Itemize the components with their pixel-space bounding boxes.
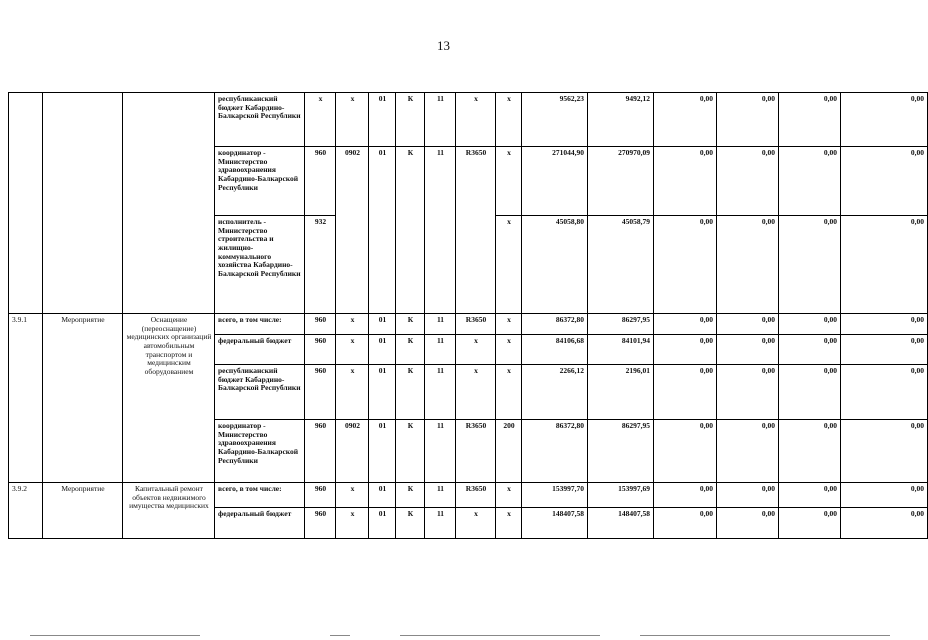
row-value-3: 0,00 <box>654 216 717 314</box>
row-value-3: 0,00 <box>654 420 717 483</box>
row-code-1: 01 <box>369 147 396 216</box>
row-rz: 0902 <box>336 147 369 216</box>
row-value-4: 0,00 <box>717 147 779 216</box>
row-code-2 <box>396 216 425 314</box>
row-code-3: 11 <box>425 314 456 335</box>
row-code-1: 01 <box>369 420 396 483</box>
row-executor: исполнитель - Министерство строительства и жилищно-коммунального хозяйства Кабардино-Балкарской Республики <box>215 216 305 314</box>
row-value-4: 0,00 <box>717 483 779 508</box>
row-grbs: 960 <box>305 420 336 483</box>
row-code-3: 11 <box>425 508 456 539</box>
row-code-1: 01 <box>369 314 396 335</box>
row-rz: x <box>336 335 369 365</box>
row-rz: x <box>336 314 369 335</box>
row-grbs: 960 <box>305 147 336 216</box>
row-value-2: 270970,09 <box>588 147 654 216</box>
row-value-3: 0,00 <box>654 93 717 147</box>
row-value-6: 0,00 <box>841 508 928 539</box>
row-value-3: 0,00 <box>654 147 717 216</box>
row-value-1: 2266,12 <box>522 365 588 420</box>
row-code-3: 11 <box>425 147 456 216</box>
row-code-3: 11 <box>425 365 456 420</box>
row-value-6: 0,00 <box>841 93 928 147</box>
row-value-6: 0,00 <box>841 314 928 335</box>
row-value-5: 0,00 <box>779 93 841 147</box>
row-code-2: К <box>396 420 425 483</box>
row-value-6: 0,00 <box>841 420 928 483</box>
row-vr: 200 <box>496 420 522 483</box>
row-type <box>43 93 123 314</box>
row-type: Мероприятие <box>43 314 123 483</box>
row-executor: республиканский бюджет Кабардино-Балкарской Республики <box>215 93 305 147</box>
row-value-6: 0,00 <box>841 216 928 314</box>
row-vr: x <box>496 93 522 147</box>
row-value-1: 84106,68 <box>522 335 588 365</box>
row-vr: x <box>496 147 522 216</box>
row-grbs: x <box>305 93 336 147</box>
row-vr: x <box>496 335 522 365</box>
row-code-2: К <box>396 93 425 147</box>
row-value-2: 2196,01 <box>588 365 654 420</box>
row-code-3: 11 <box>425 483 456 508</box>
row-code-4: R3650 <box>456 420 496 483</box>
row-value-1: 9562,23 <box>522 93 588 147</box>
row-grbs: 960 <box>305 508 336 539</box>
row-code-3: 11 <box>425 420 456 483</box>
row-value-1: 86372,80 <box>522 420 588 483</box>
row-vr: x <box>496 365 522 420</box>
row-value-5: 0,00 <box>779 420 841 483</box>
row-code-2: К <box>396 147 425 216</box>
row-rz: x <box>336 93 369 147</box>
row-rz: x <box>336 508 369 539</box>
table-row <box>9 314 928 335</box>
row-rz: 0902 <box>336 420 369 483</box>
row-code-1: 01 <box>369 483 396 508</box>
row-value-2: 153997,69 <box>588 483 654 508</box>
row-executor: всего, в том числе: <box>215 314 305 335</box>
row-code-1: 01 <box>369 365 396 420</box>
row-rz <box>336 216 369 314</box>
row-value-5: 0,00 <box>779 335 841 365</box>
row-value-4: 0,00 <box>717 93 779 147</box>
row-code-4: R3650 <box>456 314 496 335</box>
row-code-2: К <box>396 335 425 365</box>
row-value-3: 0,00 <box>654 314 717 335</box>
row-value-1: 86372,80 <box>522 314 588 335</box>
row-number: 3.9.1 <box>9 314 43 483</box>
row-value-1: 148407,58 <box>522 508 588 539</box>
row-grbs: 960 <box>305 483 336 508</box>
row-value-6: 0,00 <box>841 147 928 216</box>
row-value-3: 0,00 <box>654 365 717 420</box>
page-number: 13 <box>437 38 450 53</box>
row-value-4: 0,00 <box>717 335 779 365</box>
row-value-6: 0,00 <box>841 335 928 365</box>
row-vr: x <box>496 483 522 508</box>
row-value-6: 0,00 <box>841 365 928 420</box>
page-bottom-edge <box>30 632 890 638</box>
table-row <box>9 483 928 508</box>
row-code-3: 11 <box>425 335 456 365</box>
row-value-3: 0,00 <box>654 508 717 539</box>
row-code-3 <box>425 216 456 314</box>
row-code-4: R3650 <box>456 147 496 216</box>
row-executor: федеральный бюджет <box>215 508 305 539</box>
row-value-1: 271044,90 <box>522 147 588 216</box>
row-value-6: 0,00 <box>841 483 928 508</box>
row-value-2: 86297,95 <box>588 420 654 483</box>
row-code-1: 01 <box>369 93 396 147</box>
row-executor: федеральный бюджет <box>215 335 305 365</box>
row-code-4: x <box>456 335 496 365</box>
row-code-1: 01 <box>369 335 396 365</box>
row-grbs: 932 <box>305 216 336 314</box>
row-value-5: 0,00 <box>779 483 841 508</box>
row-value-2: 148407,58 <box>588 508 654 539</box>
row-value-2: 84101,94 <box>588 335 654 365</box>
row-vr: x <box>496 314 522 335</box>
row-type: Мероприятие <box>43 483 123 539</box>
row-code-4: x <box>456 365 496 420</box>
row-executor: координатор - Министерство здравоохранения Кабардино-Балкарской Республики <box>215 420 305 483</box>
row-value-5: 0,00 <box>779 216 841 314</box>
row-value-4: 0,00 <box>717 365 779 420</box>
row-code-1: 01 <box>369 508 396 539</box>
row-code-2: К <box>396 483 425 508</box>
row-code-4 <box>456 216 496 314</box>
row-vr: x <box>496 508 522 539</box>
row-value-4: 0,00 <box>717 420 779 483</box>
row-code-4: x <box>456 508 496 539</box>
row-name: Оснащение (переоснащение) медицинских организаций автомобильным транспортом и медицинским оборудованием <box>123 314 215 483</box>
row-value-3: 0,00 <box>654 335 717 365</box>
row-number: 3.9.2 <box>9 483 43 539</box>
row-code-2: К <box>396 314 425 335</box>
row-value-2: 45058,79 <box>588 216 654 314</box>
budget-table <box>8 92 928 539</box>
row-value-2: 9492,12 <box>588 93 654 147</box>
row-grbs: 960 <box>305 314 336 335</box>
row-executor: республиканский бюджет Кабардино-Балкарской Республики <box>215 365 305 420</box>
row-executor: координатор - Министерство здравоохранения Кабардино-Балкарской Республики <box>215 147 305 216</box>
row-vr: x <box>496 216 522 314</box>
row-value-3: 0,00 <box>654 483 717 508</box>
row-code-2: К <box>396 508 425 539</box>
row-value-4: 0,00 <box>717 314 779 335</box>
row-value-5: 0,00 <box>779 147 841 216</box>
row-number <box>9 93 43 314</box>
row-name: Капитальный ремонт объектов недвижимого имущества медицинских <box>123 483 215 539</box>
row-value-5: 0,00 <box>779 365 841 420</box>
row-value-4: 0,00 <box>717 216 779 314</box>
row-code-4: x <box>456 93 496 147</box>
row-rz: x <box>336 365 369 420</box>
row-name <box>123 93 215 314</box>
row-grbs: 960 <box>305 335 336 365</box>
row-grbs: 960 <box>305 365 336 420</box>
row-value-1: 45058,80 <box>522 216 588 314</box>
row-code-4: R3650 <box>456 483 496 508</box>
row-value-4: 0,00 <box>717 508 779 539</box>
row-value-5: 0,00 <box>779 314 841 335</box>
row-value-2: 86297,95 <box>588 314 654 335</box>
row-code-1 <box>369 216 396 314</box>
row-executor: всего, в том числе: <box>215 483 305 508</box>
table-row <box>9 93 928 147</box>
row-code-3: 11 <box>425 93 456 147</box>
row-code-2: К <box>396 365 425 420</box>
row-value-1: 153997,70 <box>522 483 588 508</box>
row-value-5: 0,00 <box>779 508 841 539</box>
row-rz: x <box>336 483 369 508</box>
